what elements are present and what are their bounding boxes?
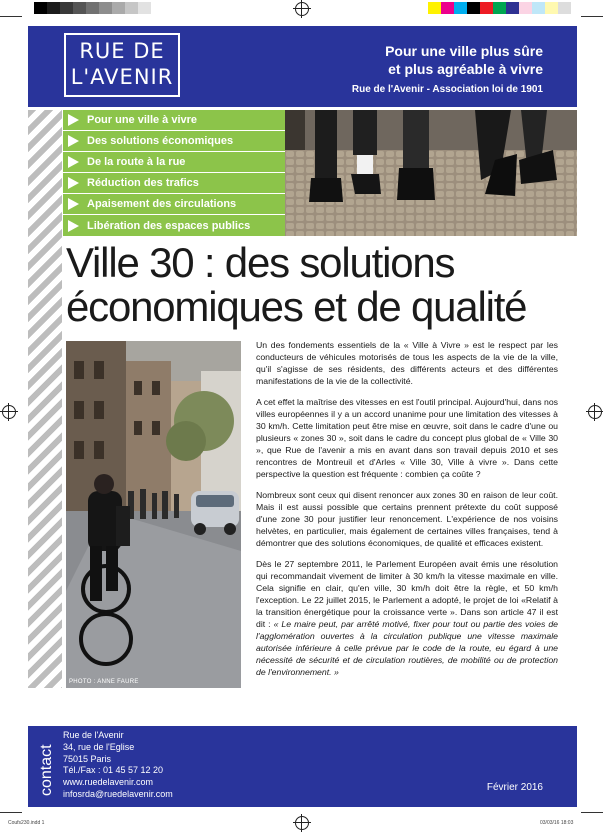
color-swatch: [441, 2, 454, 14]
crop-line: [0, 16, 22, 17]
gray-calibration-bar: [34, 2, 164, 14]
paragraph-text: Dès le 27 septembre 2011, le Parlement Européen avait émis une résolution qui recommandait vivement de limiter à 30 km/h la vitesse maximale en ville. Cela signifie en clair, qu'en ville, 30 km/h doit être la règle, et 50 km/h l'exception. Le 22 juillet 2015, le Parlement a adopté, le projet de loi «Relatif à la transition énergétique pour la croissance verte ». Dans son article 47 il est dit :: [256, 559, 558, 629]
color-swatch: [558, 2, 571, 14]
contact-phone: Tél./Fax : 01 45 57 12 20: [63, 765, 164, 776]
contact-org: Rue de l'Avenir: [63, 730, 124, 740]
decorative-stripe: [28, 110, 62, 688]
menu-item-label: De la route à la rue: [87, 156, 186, 168]
color-swatch: [73, 2, 86, 14]
law-quote: « Le maire peut, par arrêté motivé, fixer pour tout ou partie des voies de l'agglomération ouvertes à la circulation publique une vitesse maximale autorisée inférieure à celle prévue par le code de la route, eu égard à une nécessité de sécurité et de circulation routières, de mobilité ou de protection de l'environnement. »: [256, 619, 558, 677]
rue-de-lavenir-logo: [64, 33, 180, 97]
menu-item-label: Pour une ville à vivre: [87, 114, 198, 126]
color-swatch: [545, 2, 558, 14]
color-swatch: [519, 2, 532, 14]
contact-website-link[interactable]: www.ruedelavenir.com: [63, 777, 154, 788]
pedestrians-illustration: [285, 110, 577, 236]
contact-footer: [28, 726, 577, 807]
tagline-line2: et plus agréable à vivre: [388, 61, 543, 77]
arrow-right-icon: [68, 177, 79, 189]
issue-date: Février 2016: [486, 782, 543, 793]
pedestrians-photo: [285, 110, 577, 236]
topic-menu: [63, 110, 285, 236]
contact-details: [63, 730, 173, 801]
photo-credit: PHOTO : ANNE FAURE: [69, 679, 139, 685]
print-slug-right: 03/03/16 18:03: [540, 820, 574, 826]
logo-text-line2: L'AVENIR: [70, 65, 174, 89]
registration-mark-top: [295, 2, 309, 16]
paragraph: A cet effet la maîtrise des vitesses en est l'outil principal. Aujourd'hui, dans nos villes européennes il y a un accord unanime pour une limitation des vitesses à 30 km/h. Cette limitation peut être mise en œuvre, soit dans le cadre d'une ou plusieurs « zones 30 », soit dans le cadre du concept plus global de « Ville 30 », que Rue de l'avenir a mis en avant dans son travail depuis 2010 et ses rencontres de Montreuil et d'Arles « Ville 30, Ville à vivre ». Dans cette perspective la question est fréquente : combien ça coûte ?: [256, 397, 558, 479]
color-swatch: [138, 2, 151, 14]
menu-item-solutions-economiques[interactable]: [63, 131, 285, 152]
street-illustration: [66, 341, 241, 688]
color-swatch: [99, 2, 112, 14]
color-swatch: [454, 2, 467, 14]
contact-street: 34, rue de l'Eglise: [63, 741, 135, 752]
street-cyclist-photo: [66, 341, 241, 688]
article-body: [256, 339, 558, 687]
menu-item-route-a-rue[interactable]: [63, 152, 285, 173]
arrow-right-icon: [68, 220, 79, 232]
association-line: Rue de l'Avenir - Association loi de 1901: [351, 84, 543, 95]
color-swatch: [480, 2, 493, 14]
crop-line: [0, 812, 22, 813]
crop-line: [581, 16, 603, 17]
arrow-right-icon: [68, 156, 79, 168]
contact-email-link[interactable]: infosrda@ruedelavenir.com: [63, 788, 173, 799]
color-calibration-bar: [428, 2, 571, 14]
menu-item-reduction-trafics[interactable]: [63, 173, 285, 194]
paragraph: [256, 558, 558, 678]
menu-item-label: Réduction des trafics: [87, 177, 199, 189]
color-swatch: [467, 2, 480, 14]
color-swatch: [532, 2, 545, 14]
arrow-right-icon: [68, 135, 79, 147]
registration-mark-bottom: [295, 816, 309, 830]
arrow-right-icon: [68, 114, 79, 126]
crop-line: [581, 812, 603, 813]
color-swatch: [151, 2, 164, 14]
logo-text-line1: RUE DE: [79, 39, 165, 63]
color-swatch: [506, 2, 519, 14]
color-swatch: [60, 2, 73, 14]
color-swatch: [86, 2, 99, 14]
page-title: Ville 30 : des solutions économiques et de qualité: [66, 239, 527, 330]
menu-item-espaces-publics[interactable]: [63, 215, 285, 236]
tagline: [385, 42, 543, 78]
color-swatch: [428, 2, 441, 14]
contact-label: contact: [38, 744, 55, 796]
menu-item-label: Des solutions économiques: [87, 135, 234, 147]
color-swatch: [47, 2, 60, 14]
menu-item-ville-a-vivre[interactable]: [63, 110, 285, 131]
print-slug-left: Coufs230.indd 1: [8, 820, 45, 826]
tagline-line1: Pour une ville plus sûre: [385, 43, 543, 59]
registration-mark-right: [588, 405, 602, 419]
contact-city: 75015 Paris: [63, 753, 112, 764]
menu-item-apaisement-circulations[interactable]: [63, 194, 285, 215]
color-swatch: [125, 2, 138, 14]
color-swatch: [493, 2, 506, 14]
menu-item-label: Apaisement des circulations: [87, 198, 237, 210]
color-swatch: [112, 2, 125, 14]
color-swatch: [34, 2, 47, 14]
arrow-right-icon: [68, 198, 79, 210]
paragraph: Nombreux sont ceux qui disent renoncer aux zones 30 en raison de leur coût. Mais il est aussi possible que certains prennent prétexte du coût supposé d'une zone 30 pour justifier leur renoncement. L'expérience de nos voisins helvètes, en particulier, mais également de certaines villes françaises, tend à démontrer que des solutions économiques, de qualité et efficaces existent.: [256, 490, 558, 548]
registration-mark-left: [2, 405, 16, 419]
paragraph: Un des fondements essentiels de la « Ville à Vivre » est le respect par les conducteurs de véhicules motorisés de tous les aspects de la vie de la ville, qu'il s'agisse de ses résidents, des différents acteurs et des différentes manifestations de la vie de la collectivité.: [256, 340, 558, 386]
menu-item-label: Libération des espaces publics: [87, 219, 251, 232]
header-banner: [28, 26, 577, 107]
